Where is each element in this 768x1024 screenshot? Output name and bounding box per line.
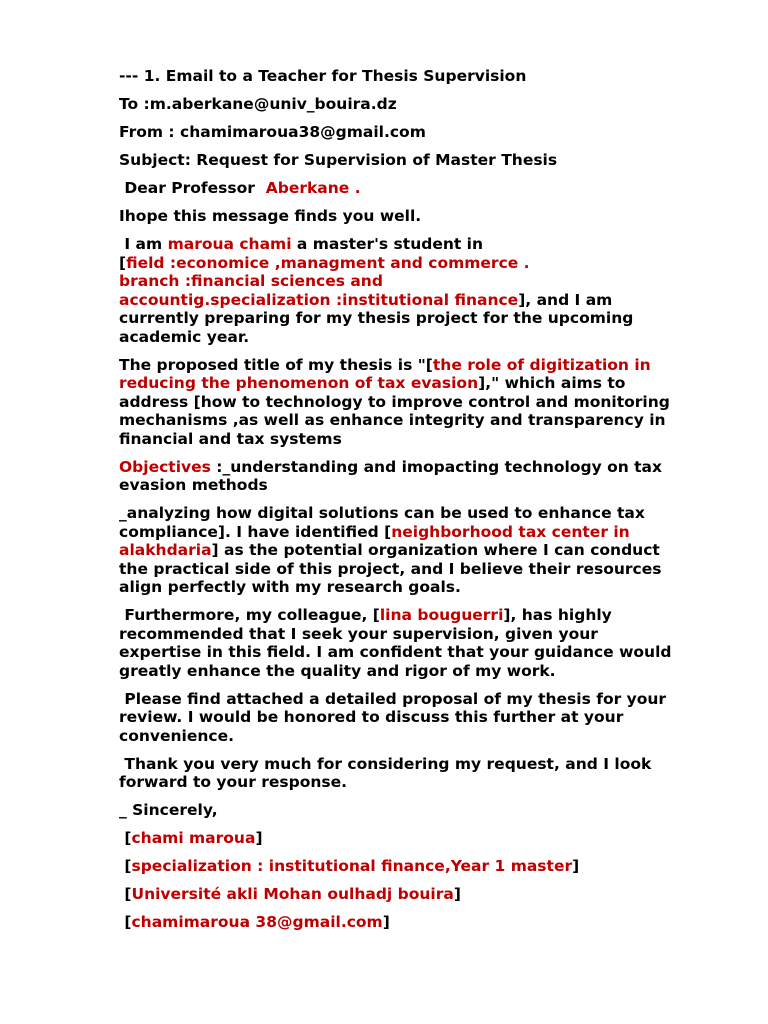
- text-line: [119, 829, 719, 848]
- text-run: --- 1. Email to a Teacher for Thesis Supervision: [119, 67, 527, 85]
- text-run: [: [119, 829, 132, 847]
- text-line: [119, 458, 719, 477]
- objectives-paragraph: [119, 458, 719, 495]
- text-run: ] as the potential organization where I can conduct: [211, 541, 660, 559]
- highlighted-text: chamimaroua 38@gmail.com: [131, 913, 383, 931]
- recommendation-paragraph: [119, 606, 719, 680]
- text-run: ]: [453, 885, 461, 903]
- text-run: convenience.: [119, 726, 234, 745]
- text-line: [119, 123, 719, 142]
- highlighted-text: alakhdaria: [119, 541, 212, 559]
- text-run: ]: [255, 829, 263, 847]
- highlighted-text: lina bouguerri: [379, 606, 504, 624]
- text-run: From : chamimaroua38@gmail.com: [119, 123, 426, 141]
- highlighted-text: chami maroua: [131, 829, 256, 847]
- highlighted-text: reducing the phenomenon of tax evasion: [119, 374, 479, 392]
- text-run: academic year.: [119, 327, 250, 346]
- text-line: [119, 356, 719, 375]
- text-run: _analyzing how digital solutions can be used to enhance tax: [119, 504, 645, 522]
- text-line: [119, 773, 719, 792]
- text-line: [119, 374, 719, 393]
- text-line: [119, 857, 719, 876]
- text-line: [119, 207, 719, 226]
- text-line: [119, 95, 719, 114]
- text-line: [119, 411, 719, 430]
- text-run: Furthermore, my colleague, [: [119, 606, 380, 624]
- text-line: [119, 328, 719, 347]
- text-line: [119, 560, 719, 579]
- text-line: [119, 393, 719, 412]
- text-run: ]: [572, 857, 580, 875]
- text-run: forward to your response.: [119, 773, 348, 791]
- salutation: [119, 179, 719, 198]
- text-line: [119, 179, 719, 198]
- text-line: [119, 755, 719, 774]
- signature-specialization: [119, 857, 719, 876]
- text-line: [119, 913, 719, 932]
- text-run: :_understanding and imopacting technology on tax: [210, 457, 663, 476]
- highlighted-text: the role of digitization in: [432, 355, 651, 374]
- text-run: expertise in this field. I am confident that your guidance would: [119, 643, 672, 661]
- closing-line: [119, 801, 719, 820]
- text-run: [: [119, 253, 127, 272]
- text-run: currently preparing for my thesis project for the upcoming: [119, 309, 634, 327]
- highlighted-text: accountig.specialization :institutional finance: [119, 290, 519, 309]
- text-run: review. I would be honored to discuss this further at your: [119, 708, 624, 726]
- organization-paragraph: [119, 504, 719, 597]
- text-run: recommended that I seek your supervision, given your: [119, 624, 598, 643]
- text-run: address [how to technology to improve control and monitoring: [119, 392, 670, 411]
- text-line: [119, 309, 719, 328]
- signature-university: [119, 885, 719, 904]
- text-line: [119, 885, 719, 904]
- text-line: [119, 662, 719, 681]
- subject-line: [119, 151, 719, 170]
- text-run: [: [119, 885, 132, 903]
- attachment-paragraph: [119, 690, 719, 746]
- text-run: Please find attached a detailed proposal of my thesis for your: [119, 689, 667, 708]
- text-line: [119, 504, 719, 523]
- text-line: [119, 643, 719, 662]
- email-body: [119, 67, 719, 932]
- text-line: [119, 430, 719, 449]
- text-run: align perfectly with my research goals.: [119, 578, 461, 596]
- highlighted-text: Objectives: [119, 457, 211, 476]
- highlighted-text: specialization : institutional finance,Year 1 master: [131, 857, 573, 875]
- text-line: [119, 708, 719, 727]
- thanks-paragraph: [119, 755, 719, 792]
- highlighted-text: maroua chami: [167, 235, 292, 253]
- greeting-line: [119, 207, 719, 226]
- email-heading: [119, 67, 719, 86]
- intro-paragraph: [119, 235, 719, 346]
- text-line: [119, 272, 719, 291]
- text-run: ], and I am: [518, 290, 613, 309]
- text-line: [119, 151, 719, 170]
- text-run: ], has highly: [503, 606, 612, 624]
- text-line: [119, 254, 719, 273]
- text-run: ]: [382, 913, 390, 931]
- text-line: [119, 235, 719, 254]
- highlighted-text: Université akli Mohan oulhadj bouira: [131, 885, 454, 903]
- highlighted-text: Aberkane .: [265, 179, 361, 197]
- text-line: [119, 727, 719, 746]
- text-run: ]," which aims to: [478, 374, 626, 392]
- text-run: greatly enhance the quality and rigor of my work.: [119, 661, 556, 680]
- text-run: I am: [119, 235, 168, 253]
- text-line: [119, 476, 719, 495]
- text-run: Subject: Request for Supervision of Master Thesis: [119, 151, 558, 169]
- highlighted-text: branch :financial sciences and: [119, 272, 383, 290]
- text-line: [119, 578, 719, 597]
- text-run: To :m.aberkane@univ_bouira.dz: [119, 95, 397, 113]
- text-run: mechanisms ,as well as enhance integrity and transparency in: [119, 411, 666, 429]
- text-run: The proposed title of my thesis is "[: [119, 355, 433, 374]
- sender-line: [119, 123, 719, 142]
- text-run: the practical side of this project, and I believe their resources: [119, 559, 662, 578]
- text-line: [119, 606, 719, 625]
- text-run: compliance]. I have identified [: [119, 522, 392, 541]
- text-line: [119, 625, 719, 644]
- text-run: Thank you very much for considering my request, and I look: [119, 754, 652, 773]
- text-run: a master's student in: [291, 235, 484, 253]
- text-run: _ Sincerely,: [119, 801, 218, 819]
- text-run: financial and tax systems: [119, 429, 342, 448]
- text-line: [119, 291, 719, 310]
- text-run: [: [119, 913, 132, 931]
- highlighted-text: neighborhood tax center in: [391, 522, 630, 541]
- recipient-line: [119, 95, 719, 114]
- thesis-title-paragraph: [119, 356, 719, 449]
- text-run: evasion methods: [119, 476, 268, 494]
- text-line: [119, 67, 719, 86]
- text-run: Ihope this message finds you well.: [119, 207, 422, 225]
- text-line: [119, 690, 719, 709]
- text-line: [119, 523, 719, 542]
- text-line: [119, 541, 719, 560]
- text-line: [119, 801, 719, 820]
- text-run: [: [119, 857, 132, 875]
- signature-name: [119, 829, 719, 848]
- signature-email: [119, 913, 719, 932]
- text-run: Dear Professor: [119, 179, 266, 197]
- highlighted-text: field :economice ,managment and commerce .: [126, 253, 530, 272]
